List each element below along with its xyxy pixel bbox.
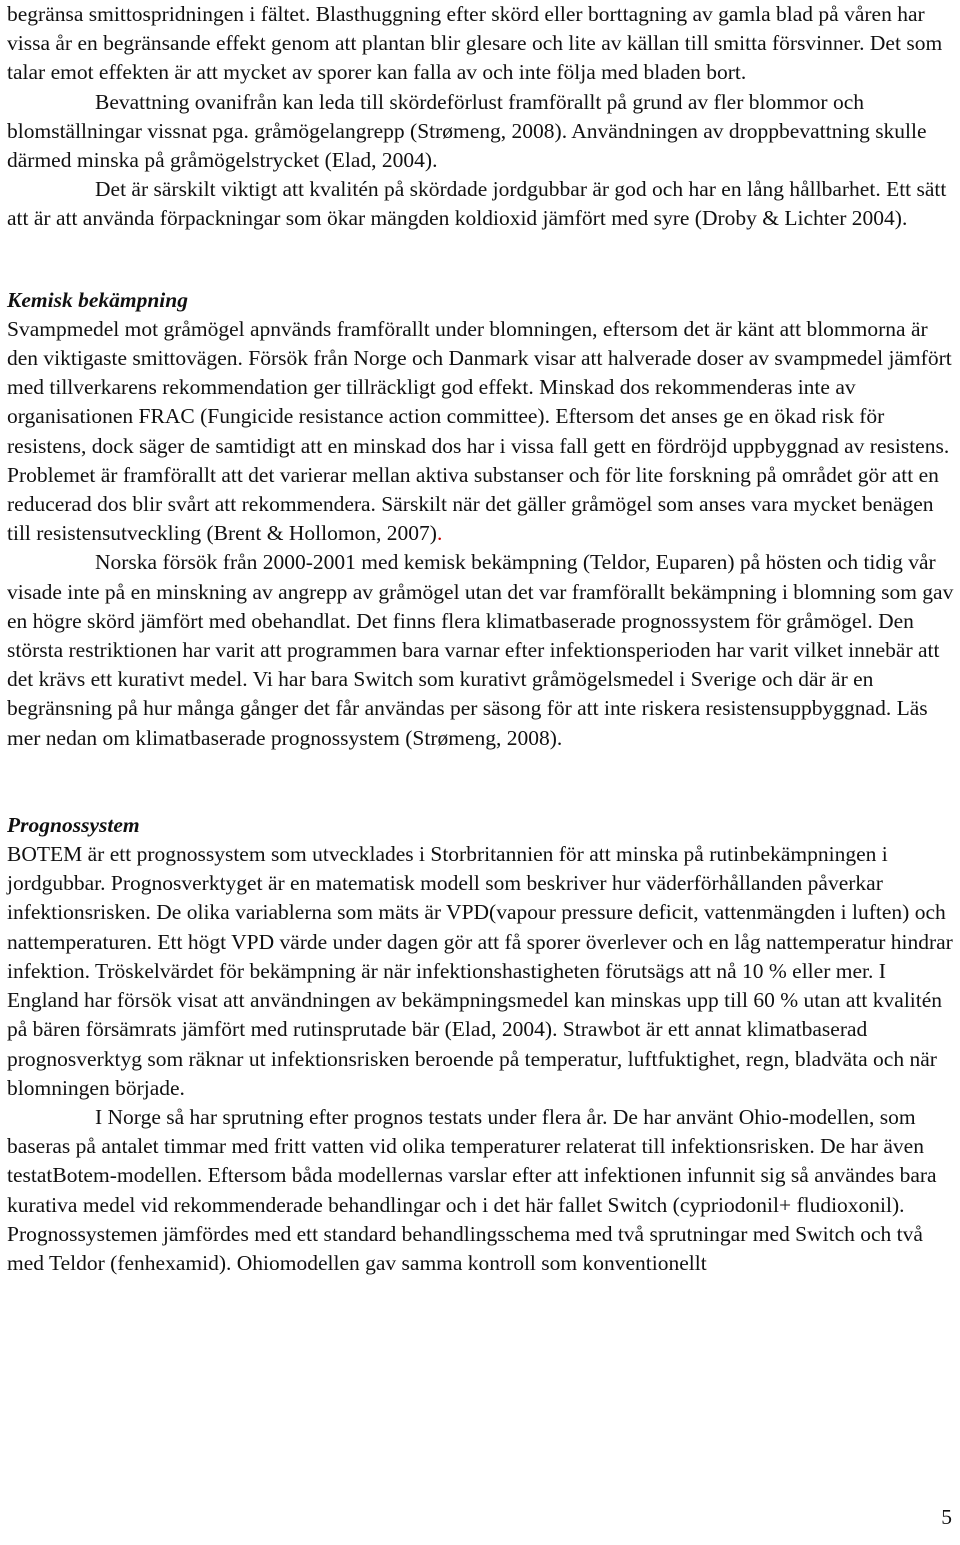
paragraph-botem: BOTEM är ett prognossystem som utvecklades i Storbritannien för att minska på rutinbekämpningen i jordgubbar. Prognosverktyget är en matematisk modell som beskriver hur väderförhållanden påverkar infektionsrisken. De olika variablerna som mäts är VPD(vapour pressure deficit, vattenmängden i luften) och nattemperaturen. Ett högt VPD värde under dagen gör att få sporer överlever och en låg nattemperatur hindrar infektion. Tröskelvärdet för bekämpning är när infektionshastigheten förutsägs att nå 10 % eller mer. I England har försök visat att användningen av bekämpningsmedel kan minskas upp till 60 % utan att kvalitén på bären försämrats jämfört med rutinsprutade bär (Elad, 2004). Strawbot är ett annat klimatbaserad prognosverktyg som räknar ut infektionsrisken beroende på temperatur, luftfuktighet, regn, bladväta och när blomningen började. [7,842,953,1100]
paragraph-irrigation: Bevattning ovanifrån kan leda till skördeförlust framförallt på grund av fler blommor och blomställningar vissnat pga. gråmögelangrepp (Strømeng, 2008). Användningen av droppbevattning skulle därmed minska på gråmögelstrycket (Elad, 2004). [7,89,927,173]
paragraph-norway-forecast: I Norge så har sprutning efter prognos testats under flera år. De har använt Ohio-modellen, som baseras på antalet timmar med fritt vatten vid olika temperaturer relaterat till infektionsrisken. De har även testatBotem-modellen. Eftersom båda modellernas varslar efter att infektionen infunnit sig så användes bara kurativa medel vid rekommenderade behandlingar och i det här fallet Switch (cypriodonil+ fludioxonil). Prognossystemen jämfördes med ett standard behandlingsschema med två sprutningar med Switch och två med Teldor (fenhexamid). Ohiomodellen gav samma kontroll som konventionellt [7,1104,937,1275]
heading-prognossystem: Prognossystem [7,812,140,837]
paragraph-storage: Det är särskilt viktigt att kvalitén på skördade jordgubbar är god och har en lång hållbarhet. Ett sätt att är att använda förpackningar som ökar mängden koldioxid jämfört med syre (Droby & Lichter 2004). [7,177,947,231]
heading-kemisk-bekampning: Kemisk bekämpning [7,287,188,312]
paragraph-norwegian-trials: Norska försök från 2000-2001 med kemisk bekämpning (Teldor, Euparen) på hösten och tidig vår visade inte på en minskning av angrepp av gråmögel utan det var framförallt bekämpning i blomning som gav en högre skörd jämfört med obehandlat. Det finns flera klimatbaserade prognossystem för gråmögel. Den största restriktionen har varit att programmen bara varnar efter infektionsperioden har varit vilket innebär att det krävs ett kurativt medel. Vi har bara Switch som kurativt gråmögelsmedel i Sverige och där är en begränsning på hur många gånger det får användas per säsong för att inte riskera resistensuppbyggnad. Läs mer nedan om klimatbaserade prognossystem (Strømeng, 2008). [7,550,954,750]
highlighted-period: . [436,521,443,546]
page-number: 5 [941,1505,952,1529]
paragraph-chemical-control-text: Svampmedel mot gråmögel apnvänds framförallt under blomningen, eftersom det är känt att blommorna är den viktigaste smittovägen. Försök från Norge och Danmark visar att halverade doser av svampmedel jämfört med tillverkarens rekommendation ger tillräckligt god effekt. Minskad dos rekommenderas inte av organisationen FRAC (Fungicide resistance action committee). Eftersom det anses ge en ökad risk för resistens, dock säger de samtidigt att en minskad dos har i vissa fall gett en fördröjd uppbyggnad av resistens. Problemet är framförallt att det varierar mellan aktiva substanser och för lite forskning på området gör att en reducerad dos blir svårt att rekommendera. Särskilt när det gäller gråmögel som anses vara mycket benägen till resistensutveckling (Brent & Hollomon, 2007) [7,316,952,546]
paragraph-chemical-control [7,315,955,549]
paragraph-sanitation: begränsa smittospridningen i fältet. Blasthuggning efter skörd eller borttagning av gamla blad på våren har vissa år en begränsande effekt genom att plantan blir glesare och lite av källan till smitta försvinner. Det som talar emot effekten är att mycket av sporer kan falla av och inte följa med bladen bort. [7,2,943,85]
document-page [7,0,955,1278]
